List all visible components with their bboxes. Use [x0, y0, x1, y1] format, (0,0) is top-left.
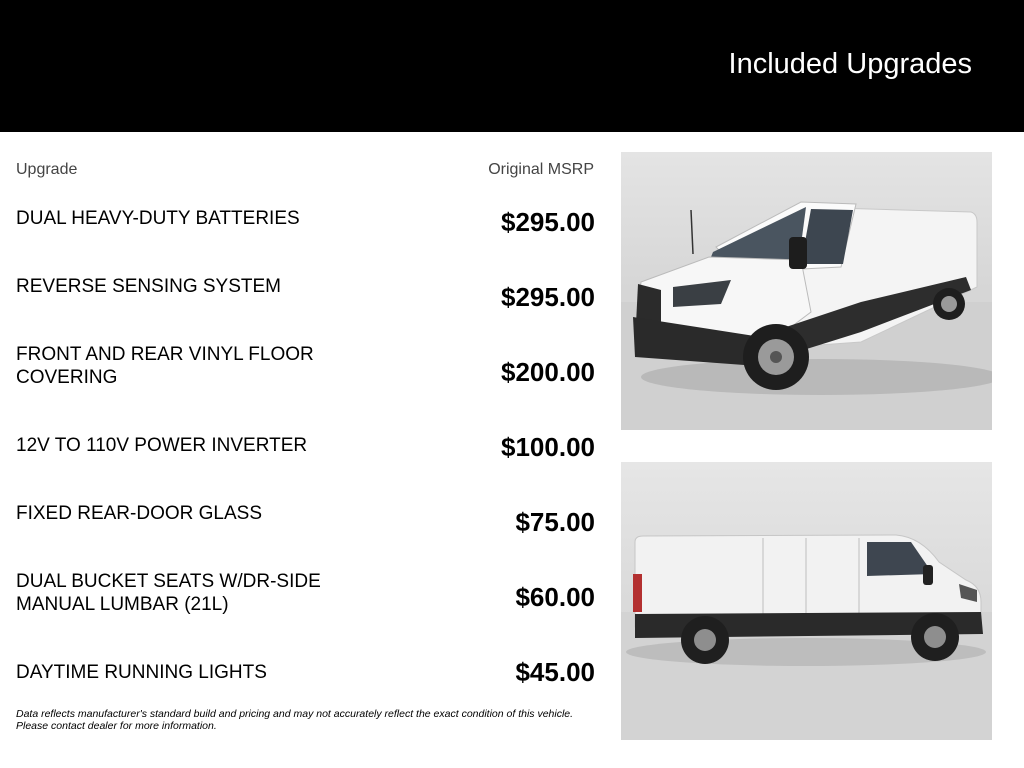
column-header-upgrade: Upgrade — [16, 161, 78, 178]
upgrade-name: DUAL BUCKET SEATS W/DR-SIDE MANUAL LUMBAR (21L) — [16, 571, 321, 615]
header-bar — [0, 0, 1024, 132]
upgrade-price: $60.00 — [515, 582, 595, 612]
upgrade-price: $200.00 — [501, 357, 595, 387]
upgrade-name: DAYTIME RUNNING LIGHTS — [16, 662, 267, 683]
upgrade-price: $45.00 — [515, 657, 595, 687]
page-title: Included Upgrades — [728, 48, 972, 80]
upgrade-price: $75.00 — [515, 507, 595, 537]
van-front-photo — [621, 152, 992, 430]
disclaimer-text: Data reflects manufacturer's standard build and pricing and may not accurately reflect the exact condition of this vehicle. Please contact dealer for more information. — [16, 708, 574, 732]
van-side-photo — [621, 462, 992, 740]
upgrade-name: FRONT AND REAR VINYL FLOOR COVERING — [16, 344, 314, 388]
upgrade-name: 12V TO 110V POWER INVERTER — [16, 435, 308, 456]
upgrade-name: REVERSE SENSING SYSTEM — [16, 276, 282, 297]
column-header-msrp: Original MSRP — [488, 161, 594, 178]
upgrade-name: DUAL HEAVY-DUTY BATTERIES — [16, 208, 300, 229]
upgrade-price: $100.00 — [501, 432, 595, 462]
upgrade-name: FIXED REAR-DOOR GLASS — [16, 503, 262, 524]
upgrade-price: $295.00 — [501, 282, 595, 312]
upgrade-price: $295.00 — [501, 207, 595, 237]
